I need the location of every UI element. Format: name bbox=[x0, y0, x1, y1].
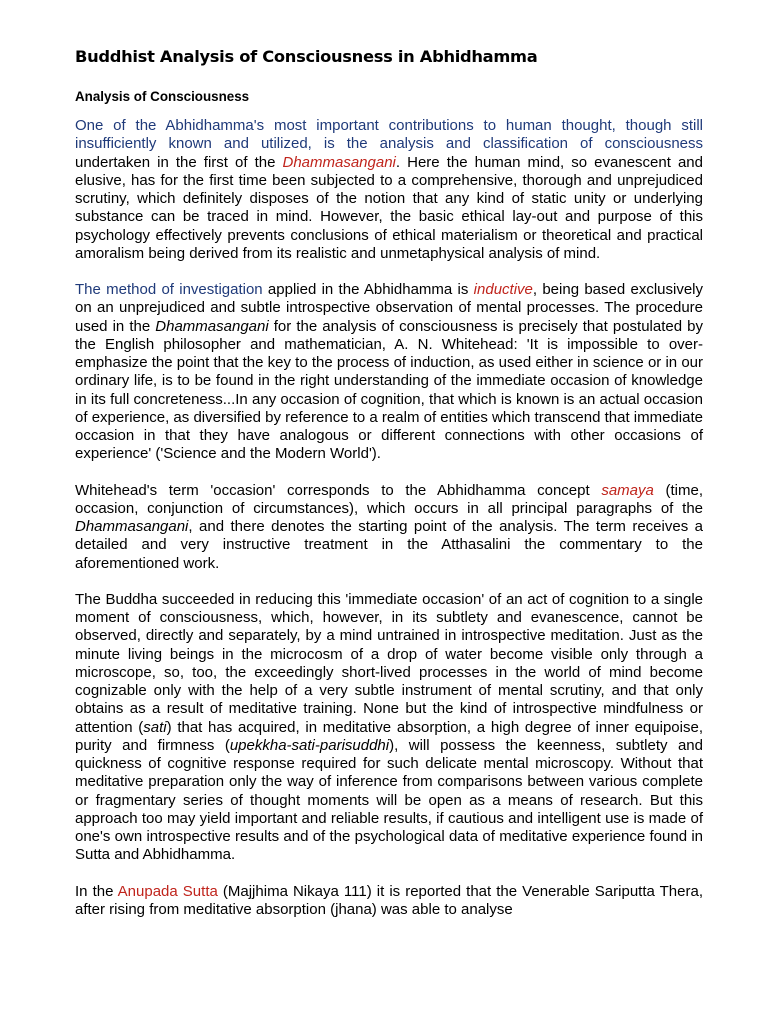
link-inductive[interactable]: inductive bbox=[473, 281, 533, 298]
text-run: undertaken in the first of the bbox=[75, 153, 283, 171]
emphasis-sati: sati bbox=[143, 718, 167, 736]
link-anupada-sutta[interactable]: Anupada Sutta bbox=[117, 882, 218, 900]
text-run: In the bbox=[75, 882, 118, 900]
link-method-of-investigation[interactable]: The method of investigation bbox=[75, 281, 263, 298]
paragraph-1 bbox=[75, 117, 703, 263]
page-title: Buddhist Analysis of Consciousness in Abhidhamma bbox=[75, 47, 538, 66]
paragraph-4 bbox=[75, 591, 703, 865]
text-run: . Here the human mind, so evanescent and elusive, has for the first time been subjected to a comprehensive, thorough and unprejudiced scrutiny, which definitely disposes of the notion that any kind of static unity or underlying substance can be traced in mind. However, the basic ethical lay-out and purpose of this psychology effectively prevents conclusions of ethical materialism or theoretical and practical amoralism being derived from its realistic and unmetaphysical analysis of mind. bbox=[75, 153, 703, 262]
link-samaya[interactable]: samaya bbox=[601, 481, 654, 499]
text-run: , being based exclusively on an unprejudiced and subtle introspective observation of mental processes. The procedure used in the bbox=[75, 281, 704, 335]
document-page bbox=[75, 44, 703, 919]
text-run: for the analysis of consciousness is precisely that postulated by the English philosopher and mathematician, A. N. Whitehead: 'It is impossible to over-emphasize the point that the key to the process of induction, as used either in science or in our ordinary life, is to be found in the right understanding of the immediate occasion of knowledge in its full concreteness...In any occasion of cognition, that which is known is an actual occasion of experience, as diversified by reference to a realm of entities which transcend that immediate occasion in that they have analogous or different connections with other occasions of experience' ('Science and the Modern World'). bbox=[75, 317, 703, 463]
text-run: (time, occasion, conjunction of circumstances), which occurs in all principal paragraphs of the bbox=[75, 481, 704, 517]
text-run: , and there denotes the starting point of the analysis. The term receives a detailed and very instructive treatment in the Atthasalini the commentary to the aforementioned work. bbox=[75, 518, 703, 572]
emphasis-dhammasangani: Dhammasangani bbox=[75, 518, 189, 535]
section-heading: Analysis of Consciousness bbox=[75, 89, 250, 104]
link-consciousness-analysis[interactable]: One of the Abhidhamma's most important contributions to human thought, though still insufficiently known and utilized, is the analysis and classification of consciousness bbox=[75, 117, 703, 153]
text-run: Whitehead's term 'occasion' corresponds to the Abhidhamma concept bbox=[75, 481, 602, 499]
emphasis-dhammasangani: Dhammasangani bbox=[155, 317, 269, 335]
emphasis-upekkha: upekkha-sati-parisuddhi bbox=[229, 736, 390, 754]
text-run: ) that has acquired, in meditative absorption, a high degree of inner equipoise, purity and firmness ( bbox=[75, 718, 703, 754]
text-run: The Buddha succeeded in reducing this 'immediate occasion' of an act of cognition to a single moment of consciousness, which, however, in its subtlety and evanescence, cannot be observed, directly and separately, by a mind untrained in introspective meditation. Just as the minute living beings in the microcosm of a drop of water become visible only through a microscope, so, too, the exceedingly short-lived processes in the world of mind become cognizable only with the help of a very subtle instrument of mental scrutiny, and that only obtains as a result of meditative training. None but the kind of introspective mindfulness or attention ( bbox=[75, 590, 703, 736]
text-run: (Majjhima Nikaya 111) it is reported that the Venerable Sariputta Thera, after rising from meditative absorption (jhana) was able to analyse bbox=[75, 882, 703, 918]
text-run: ), will possess the keenness, subtlety and quickness of cognitive response required for such delicate mental microscopy. Without that meditative preparation only the way of inference from comparisons between various complete or fragmentary series of thought moments will be open as a means of research. But this approach too may yield important and reliable results, if cautious and intelligent use is made of one's own introspective results and of the psychological data of meditative experience found in Sutta and Abhidhamma. bbox=[75, 736, 703, 864]
paragraph-2 bbox=[75, 281, 703, 464]
paragraph-3 bbox=[75, 482, 703, 573]
link-dhammasangani[interactable]: Dhammasangani bbox=[282, 153, 396, 171]
text-run: applied in the Abhidhamma is bbox=[262, 281, 474, 298]
paragraph-5 bbox=[75, 883, 703, 920]
